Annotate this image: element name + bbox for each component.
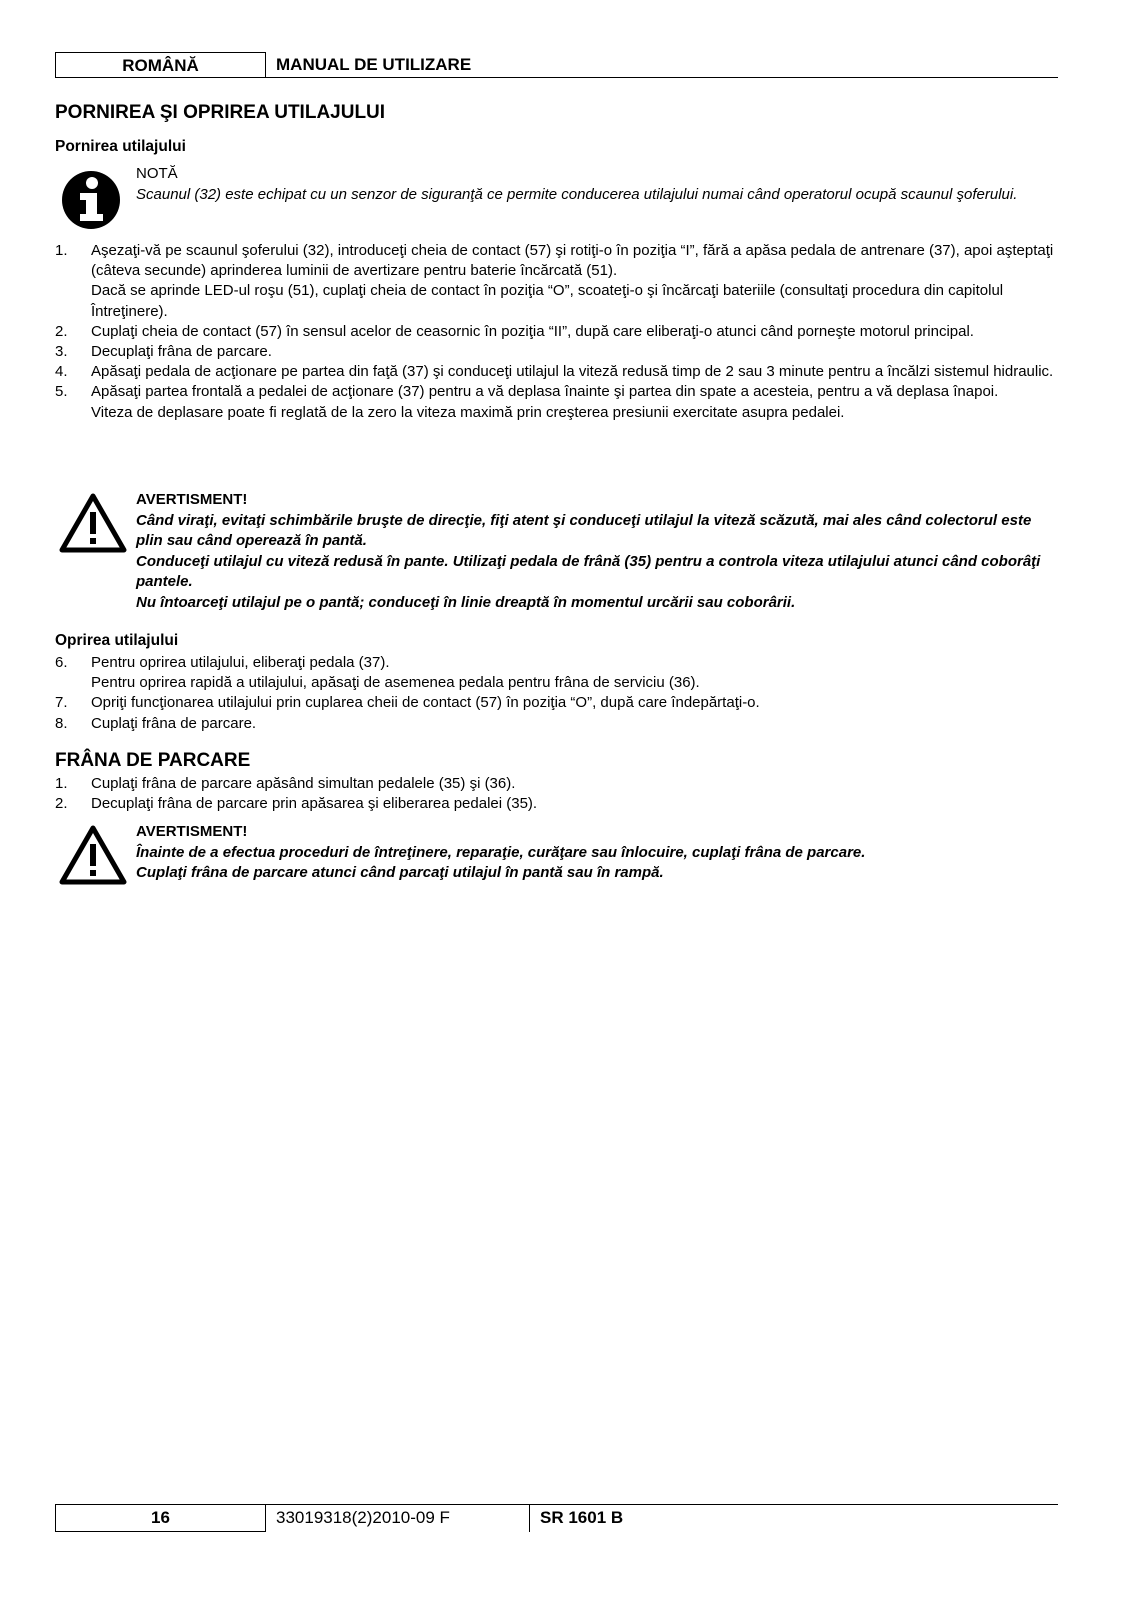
list-item-text: Cuplaţi frâna de parcare. — [91, 714, 257, 732]
list-item-number: 2. — [55, 795, 68, 813]
list-item-text: Cuplaţi frâna de parcare apăsând simultan pedalele (35) şi (36). — [91, 775, 516, 792]
list-item — [55, 382, 1058, 422]
section-title-parking-brake: FRÂNA DE PARCARE — [55, 750, 251, 771]
page-footer — [55, 1504, 1058, 1532]
list-item-number: 5. — [55, 383, 68, 401]
subtitle-stop: Oprirea utilajului — [55, 632, 179, 649]
list-item — [55, 362, 1058, 382]
warning-line: Înainte de a efectua proceduri de întreţinere, reparaţie, curăţare sau înlocuire, cuplaţi frâna de parcare. — [136, 843, 866, 861]
list-item — [55, 774, 1058, 794]
list-item-text: Pentru oprirea utilajului, eliberaţi pedala (37). — [91, 654, 390, 671]
warning-line: Când viraţi, evitaţi schimbările bruşte de direcţie, fiţi atent şi conduceţi utilajul la viteză scăzută, mai ales când colectorul este plin sau când operează în pantă. — [136, 511, 1032, 549]
list-item-text: Pentru oprirea rapidă a utilajului, apăsaţi de asemenea pedala pentru frâna de serviciu (36). — [91, 674, 700, 692]
list-item — [55, 714, 1058, 734]
start-steps-list — [55, 241, 1058, 423]
list-item-text: Viteza de deplasare poate fi reglată de la zero la viteza maximă prin creşterea presiunii exercitate asupra pedalei. — [91, 403, 845, 421]
list-item-text: Apăsaţi pedala de acţionare pe partea din faţă (37) şi conduceţi utilajul la viteză redusă timp de 2 sau 3 minute pentru a încălzi sistemul hidraulic. — [91, 363, 1054, 381]
warning-line: Cuplaţi frâna de parcare atunci când parcaţi utilajul în pantă sau în rampă. — [136, 864, 664, 881]
section-title-start-stop: PORNIREA ŞI OPRIREA UTILAJULUI — [55, 102, 386, 123]
note-block — [55, 164, 1058, 230]
info-icon — [61, 170, 121, 235]
list-item — [55, 322, 1058, 342]
parking-brake-steps-list — [55, 774, 1058, 814]
list-item — [55, 342, 1058, 362]
warning-label: AVERTISMENT! — [136, 491, 248, 508]
subtitle-start: Pornirea utilajului — [55, 138, 186, 155]
list-item — [55, 653, 1058, 693]
note-label: NOTĂ — [136, 165, 178, 182]
warning-line: Conduceţi utilajul cu viteză redusă în pante. Utilizaţi pedala de frână (35) pentru a controla viteza utilajului atunci când coborâţi pantele. — [136, 552, 1041, 590]
list-item-text: Apăsaţi partea frontală a pedalei de acţionare (37) pentru a vă deplasa înainte şi partea din spate a acesteia, pentru a vă deplasa înapoi. — [91, 383, 999, 401]
manual-page — [55, 52, 1058, 1592]
list-item-number: 8. — [55, 714, 68, 732]
footer-model: SR 1601 B — [540, 1508, 624, 1527]
list-item-text: Opriţi funcţionarea utilajului prin cuplarea cheii de contact (57) în poziţia “O”, după care îndepărtaţi-o. — [91, 694, 760, 712]
list-item-text: Decuplaţi frâna de parcare prin apăsarea şi eliberarea pedalei (35). — [91, 795, 538, 813]
list-item-number: 7. — [55, 694, 68, 712]
header-manual-title: MANUAL DE UTILIZARE — [266, 52, 1058, 78]
warning-triangle-icon — [59, 824, 127, 891]
list-item-number: 6. — [55, 654, 68, 671]
list-item — [55, 693, 1058, 713]
list-item-text: Aşezaţi-vă pe scaunul şoferului (32), introduceţi cheia de contact (57) şi rotiţi-o în poziţia “I”, fără a apăsa pedala de antrenare (37), apoi aşteptaţi (câteva secunde) aprinderea luminii de avertizare pentru baterie încărcată (51). — [91, 242, 1054, 280]
page-header — [55, 52, 1058, 78]
warning-line: Nu întoarceţi utilajul pe o pantă; conduceţi în linie dreaptă în momentul urcării sau coborârii. — [136, 593, 796, 611]
list-item — [55, 794, 1058, 814]
header-language: ROMÂNĂ — [55, 52, 266, 78]
list-item-text: Dacă se aprinde LED-ul roşu (51), cuplaţi cheia de contact în poziţia “O”, scoateţi-o şi încărcaţi bateriile (consultaţi procedura din capitolul Întreţinere). — [91, 282, 1004, 320]
list-item — [55, 241, 1058, 322]
list-item-number: 1. — [55, 775, 68, 792]
stop-steps-list — [55, 653, 1058, 734]
warning-block-driving — [55, 490, 1058, 610]
list-item-text: Cuplaţi cheia de contact (57) în sensul acelor de ceasornic în poziţia “II”, după care eliberaţi-o atunci când porneşte motorul principal. — [91, 322, 974, 340]
list-item-text: Decuplaţi frâna de parcare. — [91, 343, 272, 361]
note-text: Scaunul (32) este echipat cu un senzor de siguranţă ce permite conducerea utilajului numai când operatorul ocupă scaunul şoferului. — [136, 185, 1018, 203]
footer-doc-code: 33019318(2)2010-09 F — [266, 1505, 530, 1532]
list-item-number: 1. — [55, 242, 68, 259]
warning-triangle-icon — [59, 492, 127, 559]
list-item-number: 3. — [55, 343, 68, 361]
warning-label: AVERTISMENT! — [136, 823, 248, 840]
footer-page-number: 16 — [55, 1505, 266, 1532]
list-item-number: 4. — [55, 363, 68, 381]
warning-block-parking — [55, 822, 1058, 892]
list-item-number: 2. — [55, 322, 68, 340]
